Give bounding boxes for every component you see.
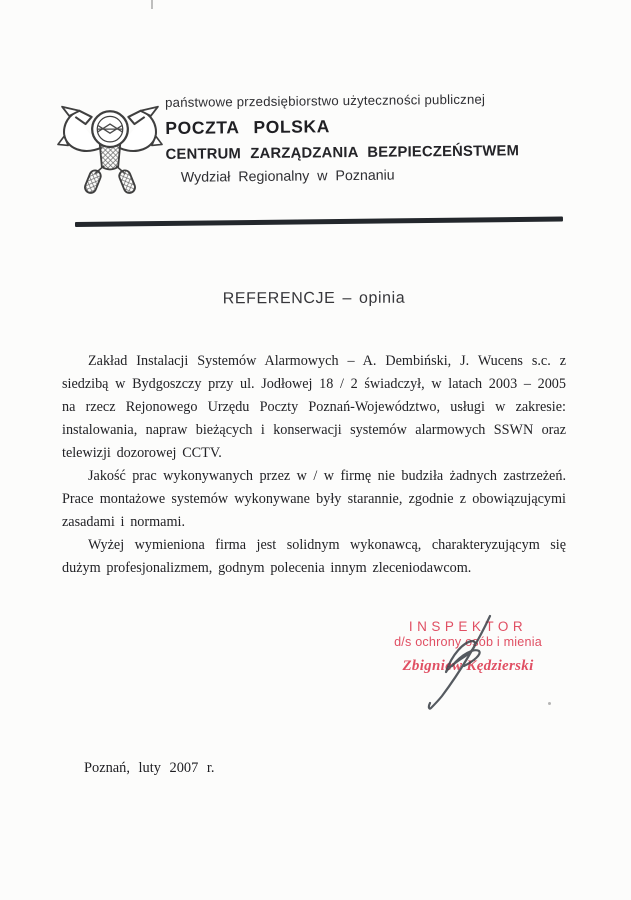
scan-artifact xyxy=(151,0,153,9)
letter-body xyxy=(62,350,566,580)
scan-speck xyxy=(548,702,551,705)
horizontal-rule xyxy=(75,216,563,226)
stamp-role-detail: d/s ochrony osób i mienia xyxy=(394,635,542,649)
handwritten-signature xyxy=(412,608,512,718)
poczta-polska-logo xyxy=(57,101,163,196)
paragraph-2: Jakość prac wykonywanych przez w / w firmę nie budziła żadnych zastrzeżeń. Prace montażowe systemów wykonywane były starannie, zgodnie z obowiązującymi zasadami i normami. xyxy=(62,468,566,530)
letterhead-department: CENTRUM ZARZĄDZANIA BEZPIECZEŃSTWEM xyxy=(165,143,520,163)
stamp-role: INSPEKTOR xyxy=(408,619,528,634)
letterhead-subtitle: państwowe przedsiębiorstwo użyteczności publicznej xyxy=(165,91,486,110)
document-title: REFERENCJE – opinia xyxy=(222,289,406,308)
place-and-date: Poznań, luty 2007 r. xyxy=(84,760,215,776)
stamp-signatory-name: Zbigniew Kędzierski xyxy=(402,658,534,674)
paragraph-1: Zakład Instalacji Systemów Alarmowych – A. Dembiński, J. Wucens s.c. z siedzibą w Bydgoszczy przy ul. Jodłowej 18 / 2 świadczył, w latach 2003 – 2005 na rzecz Rejonowego Urzędu Poczty Poznań-Województwo, usługi w zakresie: instalowania, napraw bieżących i konserwacji systemów alarmowych SSWN oraz telewizji dozorowej CCTV. xyxy=(62,353,566,461)
letterhead-company-name: POCZTA POLSKA xyxy=(165,116,331,138)
letterhead-division: Wydział Regionalny w Poznaniu xyxy=(180,167,395,186)
paragraph-3: Wyżej wymieniona firma jest solidnym wykonawcą, charakteryzującym się dużym profesjonalizmem, godnym polecenia innym zleceniodawcom. xyxy=(62,537,566,576)
letterhead xyxy=(165,91,519,186)
post-horn-icon xyxy=(57,101,163,196)
